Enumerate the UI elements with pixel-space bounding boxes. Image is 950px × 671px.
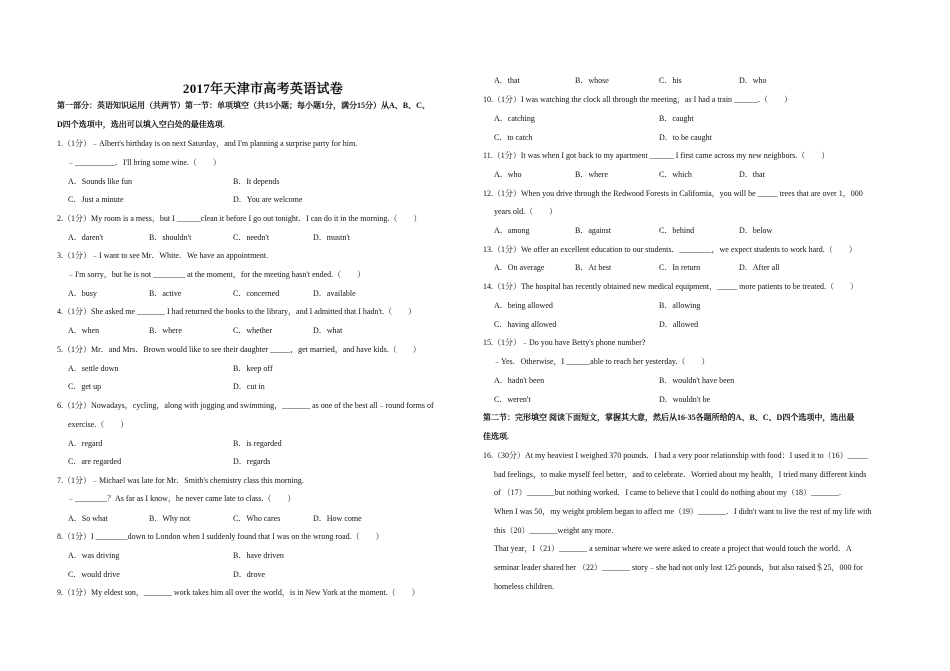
question-16-line: That year，I（21）_______ a seminar where we were asked to create a project that would touch the world．A — [494, 544, 852, 553]
q14-option-c[interactable]: C．having allowed — [494, 320, 557, 329]
q6-option-d[interactable]: D．regards — [233, 457, 271, 466]
q8-option-d[interactable]: D．drove — [233, 570, 265, 579]
q6-option-c[interactable]: C．are regarded — [68, 457, 122, 466]
q1-option-d[interactable]: D．You are welcome — [233, 195, 303, 204]
q4-option-c[interactable]: C．whether — [233, 326, 273, 335]
q5-option-c[interactable]: C．get up — [68, 382, 102, 391]
question-16-line: homeless children. — [494, 582, 554, 591]
question-1-stem2: ﹣__________．I'll bring some wine.（ ） — [67, 158, 221, 167]
q8-option-b[interactable]: B．have driven — [233, 551, 284, 560]
q9-option-c[interactable]: C．his — [659, 76, 682, 85]
part2-heading: 第二节：完形填空 阅读下面短文，掌握其大意，然后从16-35各题所给的A、B、C、D四个选项中，选出最 — [483, 413, 855, 422]
q13-option-b[interactable]: B．At best — [575, 263, 612, 272]
q15-option-c[interactable]: C．weren't — [494, 395, 531, 404]
q12-option-d[interactable]: D．below — [739, 226, 773, 235]
question-12-stem2: years old.（ ） — [494, 207, 558, 216]
question-14-stem: 14.（1分）The hospital has recently obtained new medical equipment，_____ more patients to be treated.（ ） — [483, 282, 859, 291]
q5-option-b[interactable]: B．keep off — [233, 364, 273, 373]
question-16-line: bad feelings，to make myself feel better，and to celebrate．Worried about my health，I tried many different kinds — [494, 470, 867, 479]
q7-option-a[interactable]: A．So what — [68, 514, 108, 523]
question-12-stem: 12.（1分）When you drive through the Redwood Forests in California，you will be _____ trees that are over 1，000 — [483, 189, 863, 198]
question-7-stem: 7.（1分）﹣Michael was late for Mr．Smith's chemistry class this morning. — [57, 476, 304, 485]
question-6-stem: 6.（1分）Nowadays，cycling，along with jogging and swimming，_______ as one of the best all﹣round forms of — [57, 401, 434, 410]
question-16-line: this（20）_______weight any more. — [494, 526, 614, 535]
q11-option-d[interactable]: D．that — [739, 170, 765, 179]
q6-option-a[interactable]: A．regard — [68, 439, 103, 448]
q9-option-b[interactable]: B．whose — [575, 76, 609, 85]
q8-option-c[interactable]: C．would drive — [68, 570, 120, 579]
q1-option-b[interactable]: B．It depends — [233, 177, 280, 186]
q12-option-b[interactable]: B．against — [575, 226, 611, 235]
question-7-stem2: ﹣________？As far as I know，he never came late to class.（ ） — [67, 494, 296, 503]
part1-heading-cont: D四个选项中，选出可以填入空白处的最佳选项. — [57, 120, 225, 129]
q3-option-a[interactable]: A．busy — [68, 289, 97, 298]
q4-option-b[interactable]: B．where — [149, 326, 182, 335]
q10-option-d[interactable]: D．to be caught — [659, 133, 712, 142]
question-16-line: When I was 50，my weight problem began to affect me（19）_______．I didn't want to live the rest of my life with — [494, 507, 872, 516]
q6-option-b[interactable]: B．is regarded — [233, 439, 282, 448]
question-10-stem: 10.（1分）I was watching the clock all through the meeting，as I had a train ______.（ ） — [483, 95, 793, 104]
q10-option-b[interactable]: B．caught — [659, 114, 694, 123]
q2-option-d[interactable]: D．mustn't — [313, 233, 350, 242]
q14-option-b[interactable]: B．allowing — [659, 301, 701, 310]
q15-option-a[interactable]: A．hadn't been — [494, 376, 545, 385]
q14-option-d[interactable]: D．allowed — [659, 320, 699, 329]
question-2-stem: 2.（1分）My room is a mess，but I ______clean it before I go out tonight．I can do it in the morning.（ ） — [57, 214, 422, 223]
q11-option-b[interactable]: B．where — [575, 170, 608, 179]
q12-option-c[interactable]: C．behind — [659, 226, 695, 235]
q2-option-c[interactable]: C．needn't — [233, 233, 270, 242]
page-title: 2017年天津市高考英语试卷 — [182, 81, 344, 96]
q5-option-d[interactable]: D．cut in — [233, 382, 265, 391]
question-13-stem: 13.（1分）We offer an excellent education to our students．________，we expect students to work hard.（ ） — [483, 245, 857, 254]
q2-option-b[interactable]: B．shouldn't — [149, 233, 192, 242]
question-16-line: seminar leader shared her （22）_______ story﹣she had not only lost 125 pounds，but also raised＄25，000 for — [494, 563, 863, 572]
q11-option-a[interactable]: A．who — [494, 170, 522, 179]
part1-heading: 第一部分：英语知识运用（共两节）第一节：单项填空（共15小题；每小题1分，满分15分）从A、B、C、 — [57, 101, 430, 110]
q8-option-a[interactable]: A．was driving — [68, 551, 120, 560]
q9-option-d[interactable]: D．who — [739, 76, 767, 85]
q7-option-c[interactable]: C．Who cares — [233, 514, 281, 523]
question-3-stem: 3.（1分）﹣I want to see Mr．White．We have an appointment. — [57, 251, 269, 260]
q3-option-b[interactable]: B．active — [149, 289, 182, 298]
question-16-line: 16.（30分）At my heaviest I weighed 370 pounds．I had a very poor relationship with food：I used it to（16）_____ — [483, 451, 868, 460]
q10-option-a[interactable]: A．catching — [494, 114, 535, 123]
q12-option-a[interactable]: A．among — [494, 226, 530, 235]
q4-option-a[interactable]: A．when — [68, 326, 100, 335]
question-8-stem: 8.（1分）I ________down to London when I suddenly found that I was on the wrong road.（ ） — [57, 532, 384, 541]
q13-option-c[interactable]: C．In return — [659, 263, 701, 272]
q4-option-d[interactable]: D．what — [313, 326, 343, 335]
q14-option-a[interactable]: A．being allowed — [494, 301, 553, 310]
q3-option-c[interactable]: C．concerned — [233, 289, 280, 298]
question-1-stem: 1.（1分）﹣Albert's birthday is on next Saturday，and I'm planning a surprise party for him. — [57, 139, 358, 148]
question-5-stem: 5.（1分）Mr．and Mrs．Brown would like to see their daughter _____，get married，and have kids.（ ） — [57, 345, 421, 354]
question-15-stem2: ﹣Yes．Otherwise，I ______able to reach her yesterday.（ ） — [493, 357, 710, 366]
q10-option-c[interactable]: C．to catch — [494, 133, 533, 142]
question-3-stem2: ﹣I'm sorry，but he is not ________ at the moment，for the meeting hasn't ended.（ ） — [67, 270, 366, 279]
question-9-stem: 9.（1分）My eldest son，_______ work takes him all over the world，is in New York at the moment.（ ） — [57, 588, 420, 597]
question-11-stem: 11.（1分）It was when I got back to my apartment ______ I first came across my new neighbors.（ ） — [483, 151, 830, 160]
question-4-stem: 4.（1分）She asked me _______ I had returned the books to the library，and I admitted that I hadn't.（ ） — [57, 307, 417, 316]
question-6-stem2: exercise.（ ） — [68, 420, 129, 429]
q1-option-a[interactable]: A．Sounds like fun — [68, 177, 132, 186]
q9-option-a[interactable]: A．that — [494, 76, 520, 85]
q15-option-b[interactable]: B．wouldn't have been — [659, 376, 735, 385]
q7-option-d[interactable]: D．How come — [313, 514, 362, 523]
q1-option-c[interactable]: C．Just a minute — [68, 195, 124, 204]
q5-option-a[interactable]: A．settle down — [68, 364, 119, 373]
part2-heading-cont: 佳选项. — [483, 432, 509, 441]
question-16-line: of （17）_______but nothing worked．I came to believe that I could do nothing about my（18）_______. — [494, 488, 842, 497]
q13-option-a[interactable]: A．On average — [494, 263, 545, 272]
q13-option-d[interactable]: D．After all — [739, 263, 780, 272]
q11-option-c[interactable]: C．which — [659, 170, 692, 179]
question-15-stem: 15.（1分）﹣Do you have Betty's phone number? — [483, 338, 646, 347]
q15-option-d[interactable]: D．wouldn't be — [659, 395, 710, 404]
q7-option-b[interactable]: B．Why not — [149, 514, 191, 523]
q2-option-a[interactable]: A．daren't — [68, 233, 104, 242]
q3-option-d[interactable]: D．available — [313, 289, 356, 298]
